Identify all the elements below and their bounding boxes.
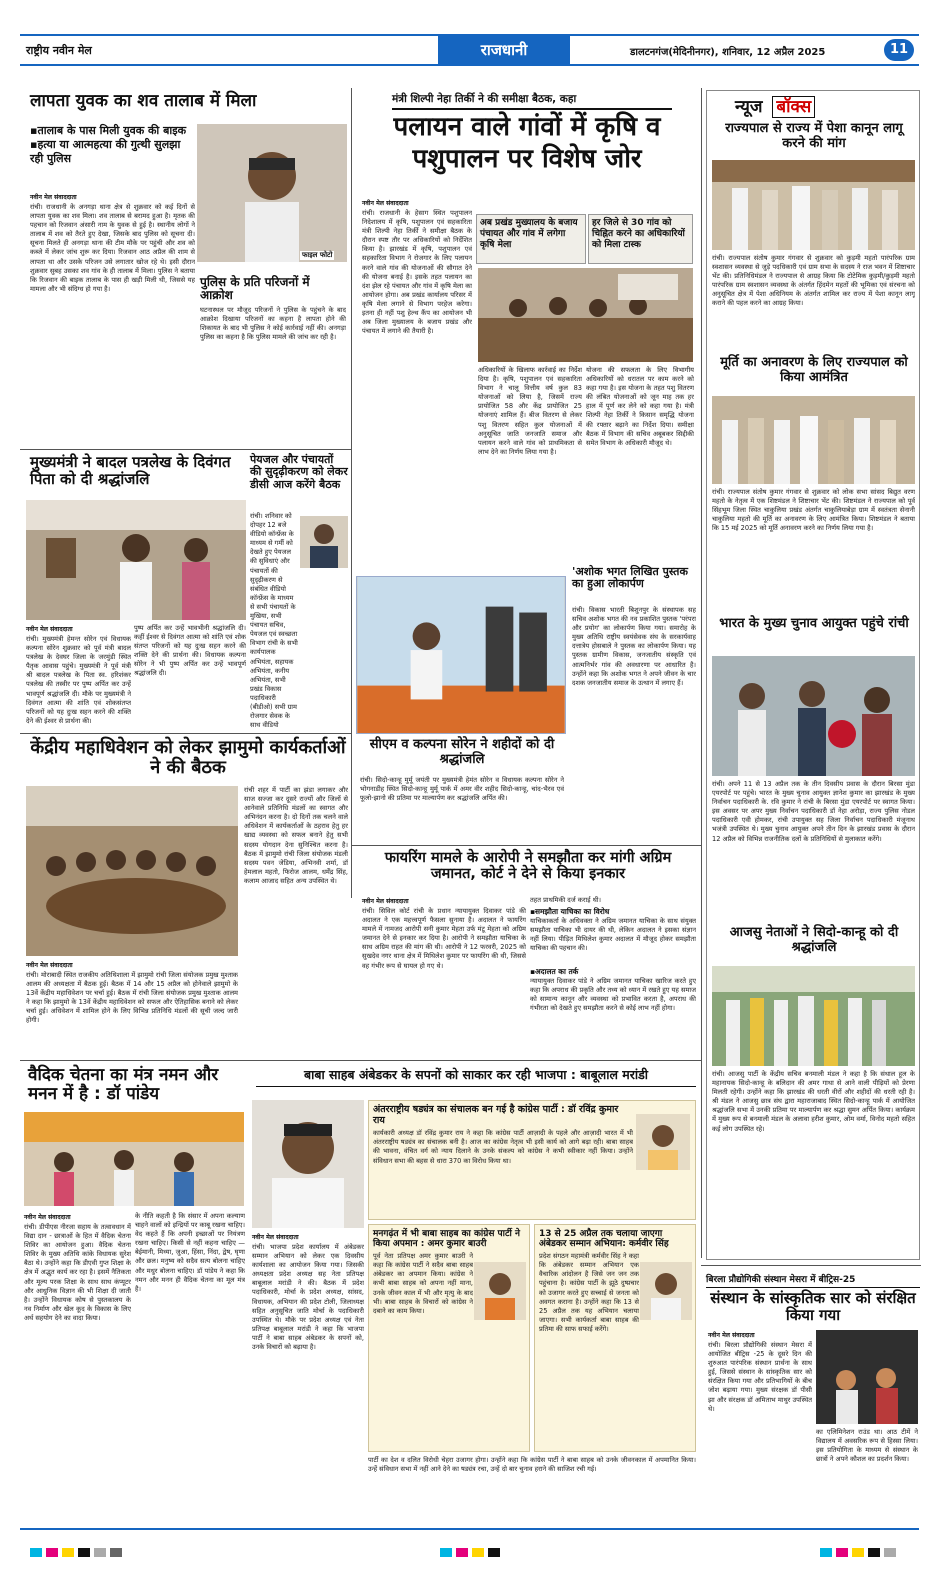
box-krishi-mela: अब प्रखंड मुख्यालय के बजाय पंचायत और गांव में लगेगा कृषि मेला: [476, 214, 586, 264]
body-bit: रांची। बिरला प्रौद्योगिकी संस्थान मेसरा में आयोजित बीट्रिस -25 के दूसरे दिन की शुरुआत पारंपरिक संस्थान प्रार्थना के साथ हुई, जिससे संस्थान के सांस्कृतिक सार को संरक्षित किया गया और प्रतिभागियों के बीच जोश बढ़ाया गया। मुख्य संरक्षक डॉ पीसी झा और संरक्षक डॉ अमिताभ माथुर उपस्थित थे।: [708, 1341, 812, 1413]
headline-jmm: केंद्रीय महाधिवेशन को लेकर झामुमो कार्यकर्ताओं ने की बैठक: [30, 737, 346, 779]
headline-karmveer: 13 से 25 अप्रैल तक चलाया जाएगा अंबेडकर सम्मान अभियान: कर्मवीर सिंह: [539, 1229, 669, 1250]
body-water-meeting: रांची। शनिवार को दोपहर 12 बजे वीडियो कॉन्फ्रेंस के माध्यम से गर्मी को देखते हुए पेयजल की सुविधाएं और पंचायतों की सुदृढ़ीकरण से संबंधित वीडियो कॉन्फ्रेंस के माध्यम से सभी पंचायतों के मुखिया, सभी पंचायत सचिव, पेयजल एवं स्वच्छता विभाग रांची के सभी कार्यपालक अभियंता, सहायक अभियंता, कनीय अभियंता, सभी प्रखंड विकास पदाधिकारी (बीडीओ) सभी ग्राम रोजगार सेवक के साथ वीडियो: [250, 512, 298, 730]
subhead-anger: पुलिस के प्रति परिजनों में आक्रोश: [200, 275, 310, 303]
headline-cm-shaheed: सीएम व कल्पना सोरेन ने शहीदों को दी श्रद्धांजलि: [369, 737, 555, 767]
subhead-court-reason: ▪अदालत का तर्क: [530, 967, 579, 977]
kicker-bit: बिरला प्रौद्योगिकी संस्थान मेसरा में बीट्रिस-25: [706, 1272, 920, 1288]
headline-migration: पलायन वाले गांवों में कृषि व पशुपालन पर विशेष जोर: [393, 112, 661, 174]
headline-bit: संस्थान के सांस्कृतिक सार को संरक्षित किया गया: [710, 1289, 916, 1324]
body-migration-2: अधिकारियों के खिलाफ कार्रवाई का निर्देश दिया है। कृषि, पशुपालन एवं सहकारिता विभाग ने चालू वित्तीय वर्ष कुल 83 योजनाओं को लिया है, जिसमें राज्य प्रायोजित 58 और केंद्र प्रायोजित 25 योजनाएं शामिल हैं। बीज वितरण से लेकर पशु वितरण सहित कुल योजनाओं में अनुसूचित जाति जनजाति समाज और पलायन करने वाले गांव को प्राथमिकता से लाभ देने का निर्णय लिया गया है।: [478, 366, 582, 456]
photo-vedic-camp: [24, 1112, 244, 1206]
credit: नवीन मेल संवाददाता: [362, 200, 409, 207]
section-tab: राजधानी: [438, 36, 570, 64]
body-karmveer: प्रदेश संगठन महामंत्री कर्मवीर सिंह ने कहा कि अंबेडकर सम्मान अभियान एक वैचारिक आंदोलन है जिसे जन जन तक पहुंचाना है। कांग्रेस पार्टी के झूठे दुष्प्रचार को उजागर करते हुए सच्चाई से जनता को अवगत कराना है। उन्होंने कहा कि 13 से 25 अप्रैल तक यह अभियान चलाया जाएगा। सभी कार्यकर्ता बाबा साहब की प्रतिमा की साफ सफाई करेंगे।: [539, 1252, 639, 1333]
photo-governor-statue: [712, 396, 915, 484]
body-missing-youth-2: घटनास्थल पर मौजूद परिजनों ने पुलिस के पहुंचने के बाद आक्रोश दिखाया परिजनों का कहना है लापता होने की शिकायत के बाद भी पुलिस ने कोई कार्रवाई नहीं की। अनगड़ा पुलिस का कहना है कि पुलिस मामले की जांच कर रही है।: [200, 306, 346, 342]
body-amar-bauri: पूर्व नेता प्रतिपक्ष अमर कुमार बाउरी ने कहा कि कांग्रेस पार्टी ने सदैव बाबा साहब अंबेडकर का अपमान किया। कांग्रेस ने कभी बाबा साहब को अपना नहीं माना, उनके जीवन काल में भी और मृत्यु के बाद भी। बाबा साहब के विचारों को कांग्रेस ने दबाने का काम किया।: [373, 1252, 473, 1315]
body-migration-3: योजना की सफलता के लिए विभागीय अधिकारियों को धरातल पर काम करने को कहा गया है। इस योजना के तहत पशु वितरण की लंबित योजनाओं को जून माह तक हर हाल में पूर्ण कर लेने को कहा गया है। मंत्री शिल्पी नेहा तिर्की ने किसान समृद्धि योजना की रफ्तार बढ़ाने का निर्देश दिया। समीक्षा बैठक में विभाग की सचिव अबूबकर सिद्दीकी समेत विभाग के अधिकारी मौजूद थे।: [586, 366, 694, 447]
news-box-title: न्यूज बॉक्स: [735, 94, 815, 117]
photo-caption: फाइल फोटो: [302, 251, 333, 259]
box-amar-bauri: [368, 1224, 530, 1452]
bullet-1: ▪तालाब के पास मिली युवक की बाइक: [30, 124, 187, 137]
registration-marks-left: [30, 1548, 122, 1557]
headline-statue: मूर्ति का अनावरण के लिए राज्यपाल को किया आमंत्रित: [720, 355, 908, 385]
photo-cm-tribute: [26, 500, 246, 620]
masthead: राष्ट्रीय नवीन मेल: [26, 44, 92, 57]
body-bottom-strip: पार्टी का देश व दलित विरोधी चेहरा उजागर होगा। उन्होंने कहा कि कांग्रेस पार्टी ने बाबा साहब को उनके जीवनकाल में अपमानित किया। उन्हें संविधान सभा में नहीं आने देने का षड्यंत्र रचा, उन्हें दो बार चुनाव हराने की साजिश रची गई।: [368, 1456, 696, 1474]
bullet-2: ▪हत्या या आत्महत्या की गुत्थी सुलझा रही पुलिस: [30, 137, 181, 165]
body-migration: रांची। राजधानी के हेसाग स्थित पशुपालन निदेशालय में कृषि, पशुपालन एवं सहकारिता मंत्री शिल्पी नेहा तिर्की ने समीक्षा बैठक के दौरान स्पष्ट तौर पर अधिकारियों को निर्देशित किया है। झारखंड में कृषि, पशुपालन एवं सहकारिता विभाग ने रोजगार के लिए पलायन करने वाले गांव की योजनाओं की सौगात देने की योजना बनाई है। इसके तहत पलायन का दंश झेल रहे पंचायत और गांव में कृषि मेला का आयोजन होगा। अब प्रखंड कार्यालय परिसर में कृषि मेला लगाने से विभाग परहेज करेगा। इतना ही नहीं पशु हेल्थ कैंप का आयोजन भी अब जिला मुख्यालय के बजाय प्रखंड और पंचायत में लगाने की तैयारी है।: [362, 209, 472, 336]
credit: नवीन मेल संवाददाता: [252, 1234, 299, 1241]
headline-missing-youth: लापता युवक का शव तालाब में मिला: [30, 91, 257, 111]
body-vedic-2: के नीति कहती है कि संसार में अपना कल्याण चाहने वालों को इन्द्रियों पर काबू रखना चाहिए। वेद कहते हैं कि अपनी इच्छाओं पर नियंत्रण रखना चाहिए। किसी से नहीं कहना चाहिए — बेईमानी, मिथ्या, जुआ, हिंसा, निंदा, द्वेष, घृणा और छल। मनुष्य को सदैव सत्य बोलना चाहिए और मधुर बोलना चाहिए। डॉ पांडेय ने कहा कि नमन और मनन ही वैदिक चेतना का मूल मंत्र है।: [135, 1212, 245, 1293]
credit: नवीन मेल संवाददाता: [24, 1214, 71, 1221]
photo-amar-bauri: [474, 1262, 526, 1320]
body-firing-case-3: न्यायायुक्त दिवाकर पांडे ने अग्रिम जमानत याचिका खारिज करते हुए कहा कि अपराध की प्रकृति और तथ्य को ध्यान में रखते हुए यह समाज को सामान्य कानून और व्यवस्था को प्रभावित करता है, अपराध की गंभीरता को देखते हुए समझौता करने से कोई लाभ नहीं होगा।: [530, 977, 696, 1013]
body-pesa: रांची। राज्यपाल संतोष कुमार गंगवार से शुक्रवार को कुड़मी महतो पारंपरिक ग्राम स्वशासन व्यवस्था से जुड़े पदधिकारी एवं ग्राम सभा के सदस्य ने राज भवन में शिष्टाचार भेंट की। प्रतिनिधिमंडल ने राज्यपाल से आग्रह किया कि टोटेमिक कुड़मी/कुड़मी महतो पारंपरिक ग्राम स्वशासन व्यवस्था के अंतर्गत हिंदमेन महतों की भूमिका एवं संरचना को अनुसूचित क्षेत्र में पेशा अधिनियम के अंतर्गत शामिल कर राज्य में पेशा कानून लागू कराने की पहल करने का आग्रह किया।: [712, 254, 915, 308]
photo-marandi: [252, 1100, 364, 1228]
photo-missing-youth: [197, 124, 347, 262]
body-marandi: रांची। भाजपा प्रदेश कार्यालय में अंबेडकर सम्मान अभियान को लेकर एक दिवसीय कार्यशाला का आयोजन किया गया। जिसकी अध्यक्षता प्रदेश अध्यक्ष सह नेता प्रतिपक्ष बाबूलाल मरांडी ने की। बैठक में प्रदेश पदाधिकारी, मोर्चा के प्रदेश अध्यक्ष, सांसद, विधायक, अभियान की प्रदेश टोली, जिलाध्यक्ष सहित अनुसूचित जाति मोर्चा के पदाधिकारी उपस्थित थे। मौके पर प्रदेश अध्यक्ष एवं नेता प्रतिपक्ष बाबूलाल मरांडी ने कहा कि भाजपा पार्टी ने बाबा साहब अंबेडकर के सपनों को, उनके विचारों को बढ़ाया है।: [252, 1243, 364, 1352]
body-firing-case: रांची। सिविल कोर्ट रांची के प्रधान न्यायायुक्त दिवाकर पांडे की अदालत ने एक महत्त्वपूर्ण फैसला सुनाया है। अदालत ने फायरिंग मामले में नामजद आरोपी सनी कुमार मेहता उर्फ मंटू मेहता को अग्रिम जमानत देने से इनकार कर दिया है। आरोपी ने समझौता याचिका के साथ अग्रिम राहत की मांग की थी। आरोपी ने 12 फरवरी, 2025 को सुखदेव नगर थाना क्षेत्र में मिथिलेश कुमार पर फायरिंग की थी, जिससे वह गंभीर रूप से घायल हो गए थे।: [362, 907, 526, 970]
page-number: 11: [884, 39, 914, 61]
body-bit-2: का एलिमिनेशन राउंड था। आठ टीमें ने विद्यालय में अवसरिक रूप से हिस्सा लिया। इस प्रतियोगिता के माध्यम से संस्थान के छात्रों ने अपने कौशल का प्रदर्शन किया।: [816, 1428, 918, 1464]
box-30-villages: हर जिले से 30 गांव को चिह्नित करने का अधिकारियों को मिला टास्क: [588, 214, 693, 264]
photo-dc: [300, 516, 348, 568]
body-cm-shaheed: रांची। सिदो-कान्हू मुर्मू जयंती पर मुख्यमंत्री हेमंत सोरेन व विधायक कल्पना सोरेन ने भोगनाडीह स्थित सिदो-कान्हू मुर्मू पार्क में अमर वीर शहीद सिदो-कान्हू, चांद-भैरव एवं फूलो-झानो की प्रतिमा पर माल्यार्पण कर श्रद्धांजलि अर्पित की।: [360, 776, 564, 803]
body-book-launch: रांची। विकास भारती बिशुनपुर के संस्थापक सह सचिव अशोक भगत की नव प्रकाशित पुस्तक 'परंपरा और प्रयोग' का लोकार्पण किया गया। समारोह के मुख्य अतिथि राष्ट्रीय स्वयंसेवक संघ के सरकार्यवाह दत्तात्रेय होसबाले ने पुस्तक का लोकार्पण किया। यह पुस्तक ग्रामीण विकास, जनजातीय संस्कृति एवं आत्मनिर्भर गांव की अवधारणा पर आधारित है। उन्होंने कहा कि अशोक भगत ने अपने जीवन के चार दशक जनजातीय समाज के उत्थान में लगाए हैं।: [572, 606, 696, 687]
photo-cec-arrival: [712, 656, 915, 776]
photo-jmm-meeting: [26, 786, 238, 956]
photo-sido-kanhu-statue: [356, 576, 566, 734]
kicker-marandi: बाबा साहब अंबेडकर के सपनों को साकार कर रही भाजपा : बाबूलाल मरांडी: [256, 1066, 696, 1087]
headline-cm-tribute: मुख्यमंत्री ने बादल पत्रलेख के दिवंगत पिता को दी श्रद्धांजलि: [30, 453, 231, 488]
body-jmm-2: रांची शहर में पार्टी का झंडा लगाकर और साज सज्जा कर दूसरे राज्यों और जिलों से आनेवाले प्रतिनिधि मंडलों का स्वागत और अभिनंदन करना है। दो दिनों तक चलने वाले अधिवेशन में कार्यकर्ताओं के ठहराव हेतु हर खाद्य व्यवस्था को सफल बनाने हेतु सभी सदस्य योगदान देना सुनिश्चित करना है। बैठक में झामुमो रांची जिला संयोजक मंडली सदस्य पवन जेडिया, अभिनवी शर्मा, डॉ हेमलाल महतो, फिरोज आलम, धर्मेंद्र सिंह, कलाम आजाद सहित अन्य उपस्थित थे।: [244, 786, 348, 885]
footer-rule: [20, 1528, 919, 1530]
headline-ajsu: आजसु नेताओं ने सिदो-कान्हू को दी श्रद्धांजलि: [729, 925, 899, 955]
header-bar: [20, 34, 919, 66]
registration-marks-center: [440, 1548, 500, 1557]
headline-amar-bauri: मनगढ़ंत में भी बाबा साहब का कांग्रेस पार्टी ने किया अपमान : अमर कुमार बाउरी: [373, 1229, 520, 1250]
body-ravindra-rai: कार्यकारी अध्यक्ष डॉ रविंद्र कुमार राय ने कहा कि कांग्रेस पार्टी आज़ादी के पहले और आज़ादी भारत में भी अंतरराष्ट्रीय षड्यंत्र का संचालक बनी है। आज का कांग्रेस नेतृत्व भी इसी कार्य को आगे बढ़ा रही। बाबा साहब की भावना, वंचित वर्ग को न्याय दिलाने के उनके संकल्प को कांग्रेस ने कभी स्वीकार नहीं किया। उन्होंने संविधान सभा की बहस से धारा 370 का विरोध किया था।: [373, 1129, 633, 1165]
credit: नवीन मेल संवाददाता: [362, 898, 409, 905]
dateline: डालटनगंज(मेदिनीनगर), शनिवार, 12 अप्रैल 2025: [630, 47, 826, 58]
headline-ravindra-rai: अंतरराष्ट्रीय षड्यंत्र का संचालक बन गई है कांग्रेस पार्टी : डॉ रविंद्र कुमार राय: [373, 1104, 619, 1126]
photo-karmveer: [640, 1262, 692, 1320]
headline-vedic: वैदिक चेतना का मंत्र नमन और मनन में है : डॉ पांडेय: [28, 1065, 219, 1105]
kicker-minister: मंत्री शिल्पी नेहा तिर्की ने की समीक्षा बैठक, कहा: [392, 92, 672, 110]
credit: नवीन मेल संवाददाता: [26, 626, 73, 633]
body-missing-youth: रांची। राजधानी के अनगड़ा थाना क्षेत्र से शुक्रवार को कई दिनों से लापता युवक का शव मिला। शव तालाब से बरामद हुआ है। मृतक की पहचान को रिजवान अंसारी नाम के युवक से हुई है। स्थानीय लोगों ने तालाब में शव को तैरते हुए देखा, जिसके बाद पुलिस को सूचना दी। सूचना मिलते ही अनगड़ा थाना की टीम मौके पर पहुंची और शव को कब्जे में लेकर जांच शुरू कर दिया। रिजवान आठ अप्रैल की शाम से लापता था और उसके परिजन उसे लगातार खोज रहे थे। इसी दौरान शुक्रवार सुबह उसका शव गांव के ही तालाब में मिला। पुलिस ने बताया कि रिजवान की बाइक तालाब के पास ही खड़ी मिली थी, जिससे यह मामला और भी संदिग्ध हो गया है।: [30, 203, 195, 293]
box-karmveer: [534, 1224, 696, 1452]
body-cec: रांची। अपने 11 से 13 अप्रैल तक के तीन दिवसीय प्रवास के दौरान बिरसा मुंडा एयरपोर्ट पर पहुंचे। भारत के मुख्य चुनाव आयुक्त ज्ञानेश कुमार का झारखंड के मुख्य निर्वाचन पदाधिकारी के. रवि कुमार ने रांची के बिरसा मुंडा एयरपोर्ट पर स्वागत किया। इस अवसर पर अपर मुख्य निर्वाचन पदाधिकारी डॉ नेहा अरोड़ा, राज्य पुलिस नोडल पदाधिकारी एवी होमकर, रांची उपायुक्त सह जिला निर्वाचन पदाधिकारी मंजूनाथ भजंत्री उपस्थित थे। मुख्य चुनाव आयुक्त अपने तीन दिन के झारखंड प्रवास के दौरान 12 अप्रैल को विभिन्न राजनीतिक दलों के प्रतिनिधियों से मुलाकात करेंगे।: [712, 780, 915, 843]
body-vedic: रांची। डीपीएस नीरजा सहाय के तत्वावधान में विद्या दान - छात्राओं के हित में वैदिक चेतना शिविर का आयोजन हुआ। वैदिक चेतना शिविर के मुख्य अतिथि कांके विधायक सुरेश बैठा थे। उन्होंने कहा कि डीएवी गुप्त शिक्षा के क्षेत्र में अद्भुत कार्य कर रहा है। इसमें नैतिकता और मूल्य परक शिक्षा के साथ साथ कंप्यूटर और आधुनिक विज्ञान की भी शिक्षा दी जाती है। उन्होंने विधायक कोष से पुस्तकालय के नव निर्माण और खेल कूद के विकास के लिए अर्थ सहयोग देने का वादा किया।: [24, 1223, 131, 1322]
photo-governor-pesa: [712, 160, 915, 250]
body-firing-case-2: याचिकाकर्ता के अधिवक्ता ने अग्रिम जमानत याचिका के साथ संयुक्त समझौता याचिका भी दायर की थी, लेकिन अदालत ने इसका संज्ञान नहीं लिया। पीड़ित मिथिलेश कुमार अदालत में मौजूद होकर समझौता याचिका की पहचान की।: [530, 917, 696, 953]
headline-book-launch: 'अशोक भगत लिखित पुस्तक का हुआ लोकार्पण: [572, 565, 688, 591]
body-cm-tribute-2: पुष्प अर्पित कर उन्हें भावभीनी श्रद्धांजलि दी। कहीं ईश्वर से दिवंगत आत्मा को शांति एवं शोक संतप्त परिजनों को यह दुःख सहन करने की शक्ति देने की प्रार्थना की। विधायक कल्पना सोरेन ने भी पुष्प अर्पित कर उन्हें भावपूर्ण श्रद्धांजलि दी।: [134, 624, 246, 678]
body-jmm: रांची। मोराबादी स्थित राजकीय अतिथिशाला में झामुमो रांची जिला संयोजक प्रमुख मुश्ताक आलम की अध्यक्षता में बैठक हुई। बैठक में 14 और 15 अप्रैल को होनेवाले झामुमो के 13वें केंद्रीय महाधिवेशन पर चर्चा हुई। बैठक में रांची जिला संयोजक प्रमुख मुश्ताक आलम ने कहा कि झामुमो के 13वें केंद्रीय महाधिवेशन को सफल और ऐतिहासिक बनाने को लेकर चर्चा हुई। अधिवेशन में शामिल होने के लिए विभिन्न प्रतिनिधि मंडलों की सूची जल्द जारी होगी।: [26, 971, 238, 1025]
subhead-settlement: ▪समझौता याचिका का विरोध: [530, 907, 610, 917]
credit: नवीन मेल संवाददाता: [708, 1332, 755, 1339]
headline-firing-case: फायरिंग मामले के आरोपी ने समझौता कर मांगी अग्रिम जमानत, कोर्ट ने देने से किया इनकार: [384, 850, 672, 883]
headline-pesa: राज्यपाल से राज्य में पेशा कानून लागू करने की मांग: [725, 121, 903, 151]
photo-review-meeting: [478, 268, 693, 362]
body-firing-case-lead: तहत प्राथमिकी दर्ज कराई थी।: [530, 896, 602, 904]
body-ajsu: रांची। आजसु पार्टी के केंद्रीय सचिव बनमाली मंडल ने कहा है कि संथाल हूल के महानायक सिदो-कान्हू के बलिदान की अमर गाथा से आने वाली पीढ़ियों को प्रेरणा मिलती रहेगी। उन्होंने कहा कि झारखंड की धरती वीरों और शहीदों की धरती रही है। श्री मंडल ने आजसु छात्र संघ द्वारा महाराजाबाद स्थित सिदो-कान्हू पार्क में आयोजित श्रद्धांजलि सभा में उनकी प्रतिमा पर माल्यार्पण कर श्रद्धा सुमन अर्पित किया। कार्यक्रम में मुख्य रूप से बनमाली मंडल के अलावा हरीश कुमार, ओम वर्मा, विनोद महतो सहित कई लोग उपस्थित रहे।: [712, 1070, 915, 1133]
headline-water-meeting: पेयजल और पंचायतों की सुदृढ़ीकरण को लेकर डीसी आज करेंगे बैठक: [250, 453, 348, 491]
credit: नवीन मेल संवाददाता: [30, 194, 77, 201]
registration-marks-right: [820, 1548, 896, 1557]
photo-bit-event: [816, 1330, 918, 1424]
headline-cec: भारत के मुख्य चुनाव आयुक्त पहुंचे रांची: [719, 616, 909, 631]
credit: नवीन मेल संवाददाता: [26, 962, 73, 969]
photo-ravindra-rai: [636, 1114, 690, 1170]
photo-ajsu: [712, 966, 915, 1066]
body-cm-tribute: रांची। मुख्यमंत्री हेमन्त सोरेन एवं विधायक कल्पना सोरेन शुक्रवार को पूर्व मंत्री बादल पत्रलेख के देवघर जिला के जरमुंडी स्थित पैतृक आवास पहुंचे। मुख्यमंत्री ने पूर्व मंत्री श्री बादल पत्रलेख के पिता स्व. हरिशंकर पत्रलेख की तस्वीर पर पुष्प अर्पित कर उन्हें भावपूर्ण श्रद्धांजलि दी। मौके पर मुख्यमंत्री ने दिवंगत आत्मा की शांति एवं शोकसंतप्त परिजनों को यह दुःख सहन करने की शक्ति देने की ईश्वर से प्रार्थना की।: [26, 635, 131, 725]
body-statue: रांची। राज्यपाल संतोष कुमार गंगवार से शुक्रवार को लोक सभा सांसद बिद्युत वरण महतो के नेतृत्व में एक शिष्टमंडल ने शिष्टाचार भेंट की। शिष्टमंडल ने राज्यपाल को पूर्व सिंहभूम जिला स्थित चाकुलिया प्रखंड अंतर्गत चाकुलियाबेड़ा ग्राम में स्वतंत्रता सेनानी चाकुलिया महतो की मूर्ति का अनावरण के लिए आमंत्रित किया। शिष्टमंडल ने बताया कि 15 मई 2025 को मूर्ति अनावरण करने का निर्णय लिया गया है।: [712, 488, 915, 533]
